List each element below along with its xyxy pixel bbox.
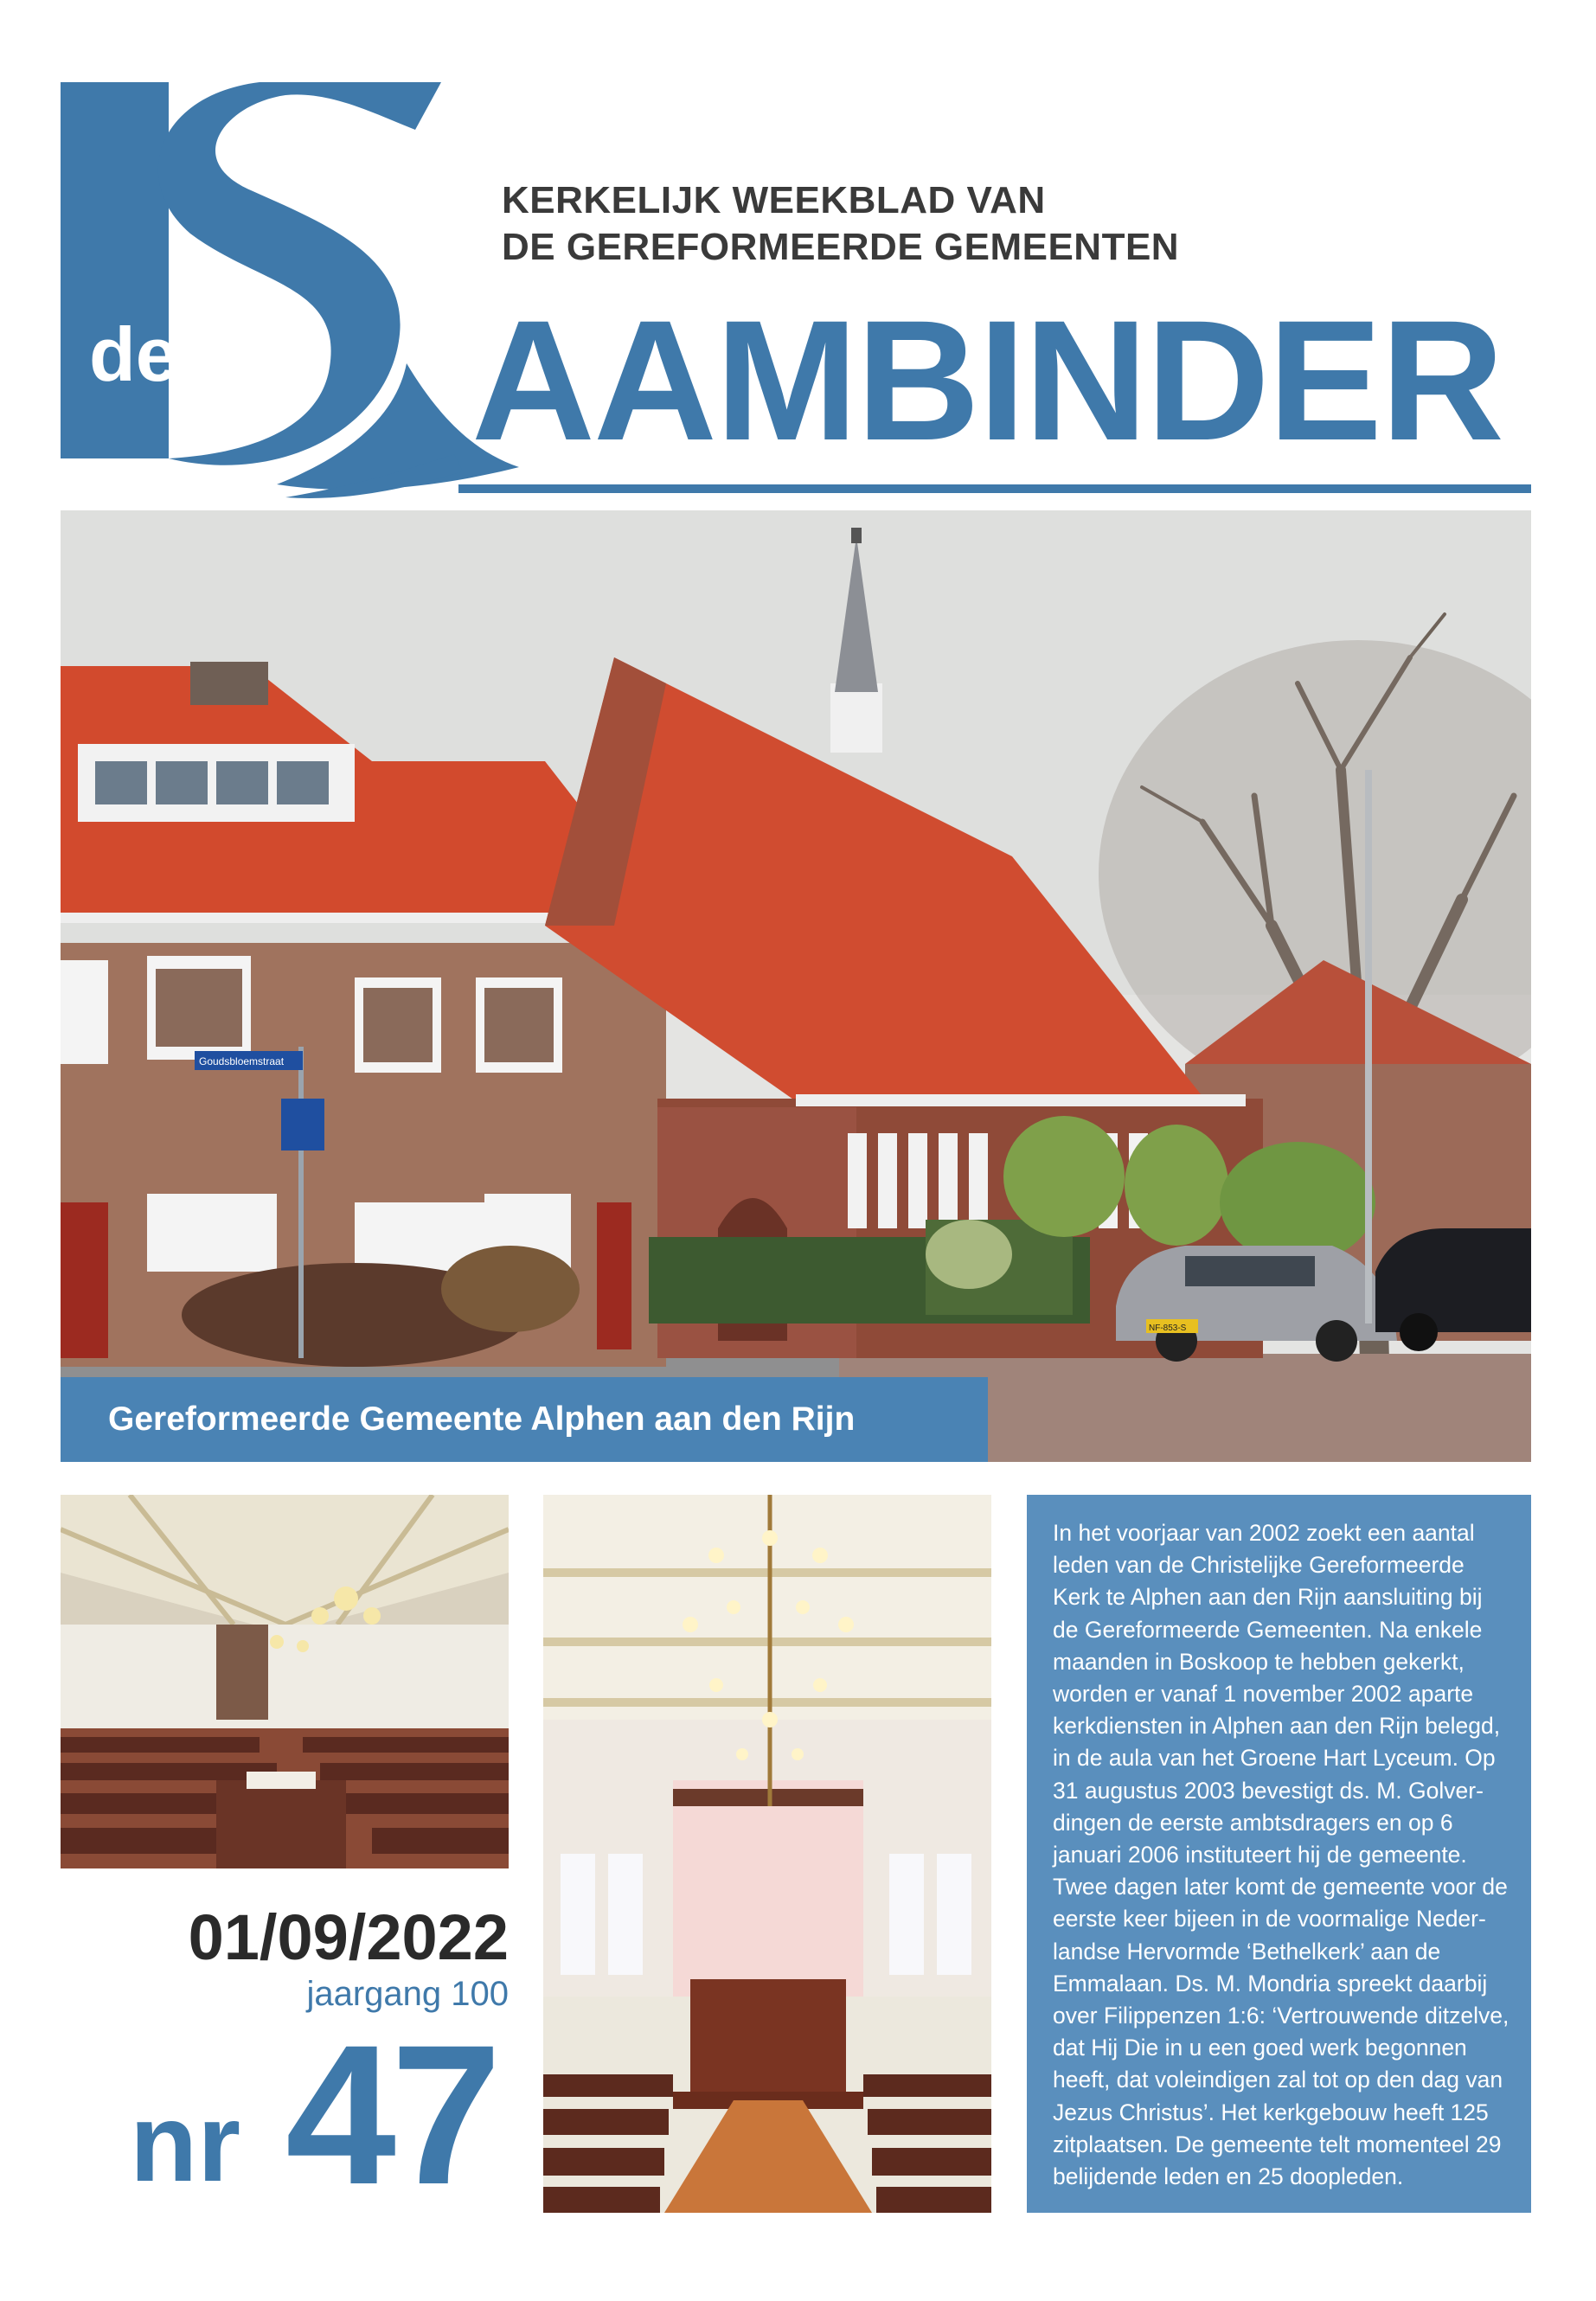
masthead-underline (458, 484, 1531, 493)
masthead-tagline (502, 177, 1179, 271)
title-prefix: de (89, 311, 178, 397)
license-plate-text: NF-853-S (1149, 1324, 1187, 1333)
street-sign-text: Goudsbloemstraat (199, 1055, 285, 1067)
hero-caption: Gereformeerde Gemeente Alphen aan den Rijn (61, 1377, 988, 1462)
issue-volume: jaargang 100 (306, 1975, 509, 2013)
issue-number: 47 (285, 2003, 497, 2226)
issue-date: 01/09/2022 (188, 1901, 509, 1973)
title-main: AAMBINDER (471, 285, 1503, 476)
history-paragraph: In het voorjaar van 2002 zoekt een aantal leden van de Christelijke Gereformeerde Kerk te Alphen aan den Rijn aansluiting bij de Gereformeerde Gemeenten. Na enkele maanden in Boskoop te hebben gekerkt, worden er vanaf 1 november 2002 aparte kerkdiensten in Alphen aan den Rijn belegd, in de aula van het Groene Hart Lyceum. Op 31 augustus 2003 bevestigt ds. M. Golverdingen de eerste ambtsdragers en op 6 januari 2006 instituteert hij de gemeente. Twee dagen later komt de gemeente voor de eerste keer bijeen in de voormalige Nederlandse Hervormde ‘Bethelkerk’ aan de Emmalaan. Ds. M. Mondria spreekt daarbij over Filippenzen 1:6: ‘Vertrouwende ditzelve, dat Hij Die in u een goed werk begonnen heeft, dat voleindigen zal tot op den dag van Jezus Christus’. Het kerkgebouw heeft 125 zitplaatsen. De gemeente telt momenteel 29 belijdende leden en 25 doopleden. (1053, 1520, 1509, 2190)
tagline-line-2: DE GEREFORMEERDE GEMEENTEN (502, 226, 1180, 268)
issue-number-label: nr (130, 2081, 240, 2205)
church-interior-photo-pulpit (543, 1495, 991, 2213)
church-exterior-photo (61, 510, 1531, 1462)
history-text-box (1027, 1495, 1531, 2213)
tagline-line-1: KERKELIJK WEEKBLAD VAN (502, 179, 1046, 221)
church-interior-photo-wide (61, 1495, 509, 1868)
